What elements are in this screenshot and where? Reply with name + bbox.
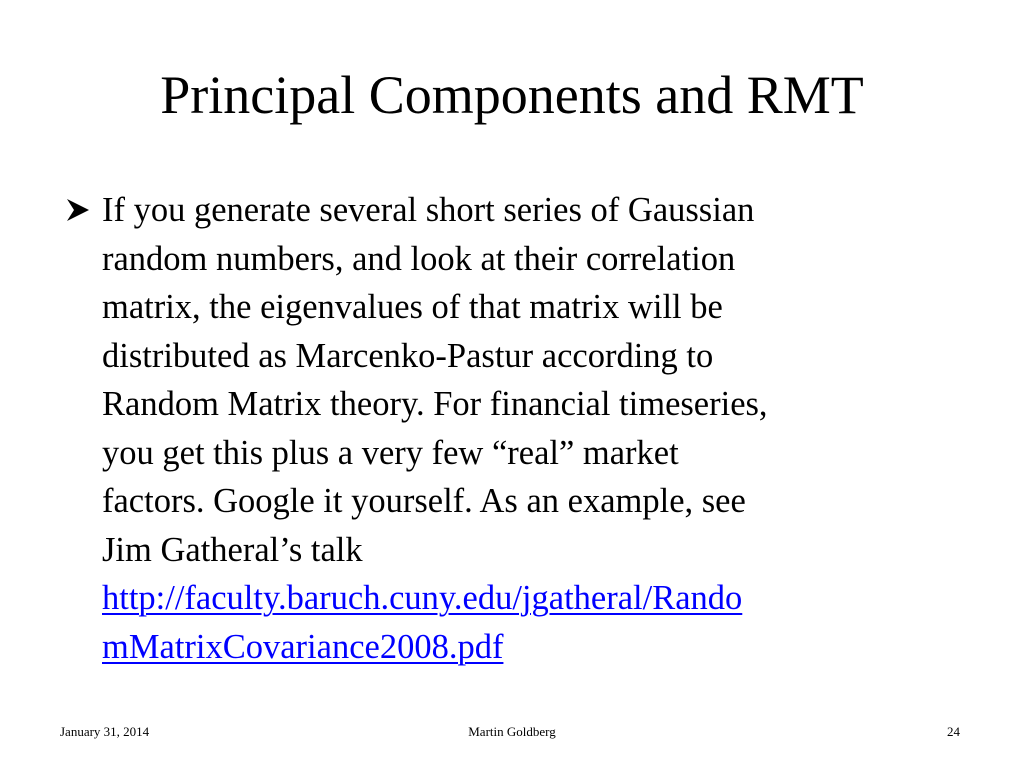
bullet-line: random numbers, and look at their correlation [102, 239, 736, 278]
slide-title: Principal Components and RMT [160, 65, 864, 125]
arrowhead-bullet-icon [65, 186, 102, 223]
bullet-line: distributed as Marcenko-Pastur according to [102, 336, 714, 375]
bullet-item [65, 186, 965, 671]
footer-page-number: 24 [947, 724, 960, 739]
bullet-line: Random Matrix theory. For financial timeseries, [102, 385, 768, 423]
link-line [102, 623, 962, 672]
bullet-line: matrix, the eigenvalues of that matrix will be [102, 288, 723, 326]
bullet-line: Jim Gatheral’s talk [102, 530, 363, 569]
bullet-line: you get this plus a very few “real” market [102, 433, 679, 472]
bullet-line: If you generate several short series of Gaussian [102, 191, 755, 229]
slide-content [65, 186, 965, 671]
bullet-line: factors. Google it yourself. As an example, see [102, 482, 746, 520]
bullet-text [102, 186, 962, 671]
footer-date: January 31, 2014 [60, 724, 150, 739]
footer-author: Martin Goldberg [468, 724, 556, 739]
gatheral-pdf-link-part2[interactable]: mMatrixCovariance2008.pdf [102, 627, 504, 666]
gatheral-pdf-link-part1[interactable]: http://faculty.baruch.cuny.edu/jgatheral/Rando [102, 579, 743, 617]
link-line [102, 574, 962, 623]
